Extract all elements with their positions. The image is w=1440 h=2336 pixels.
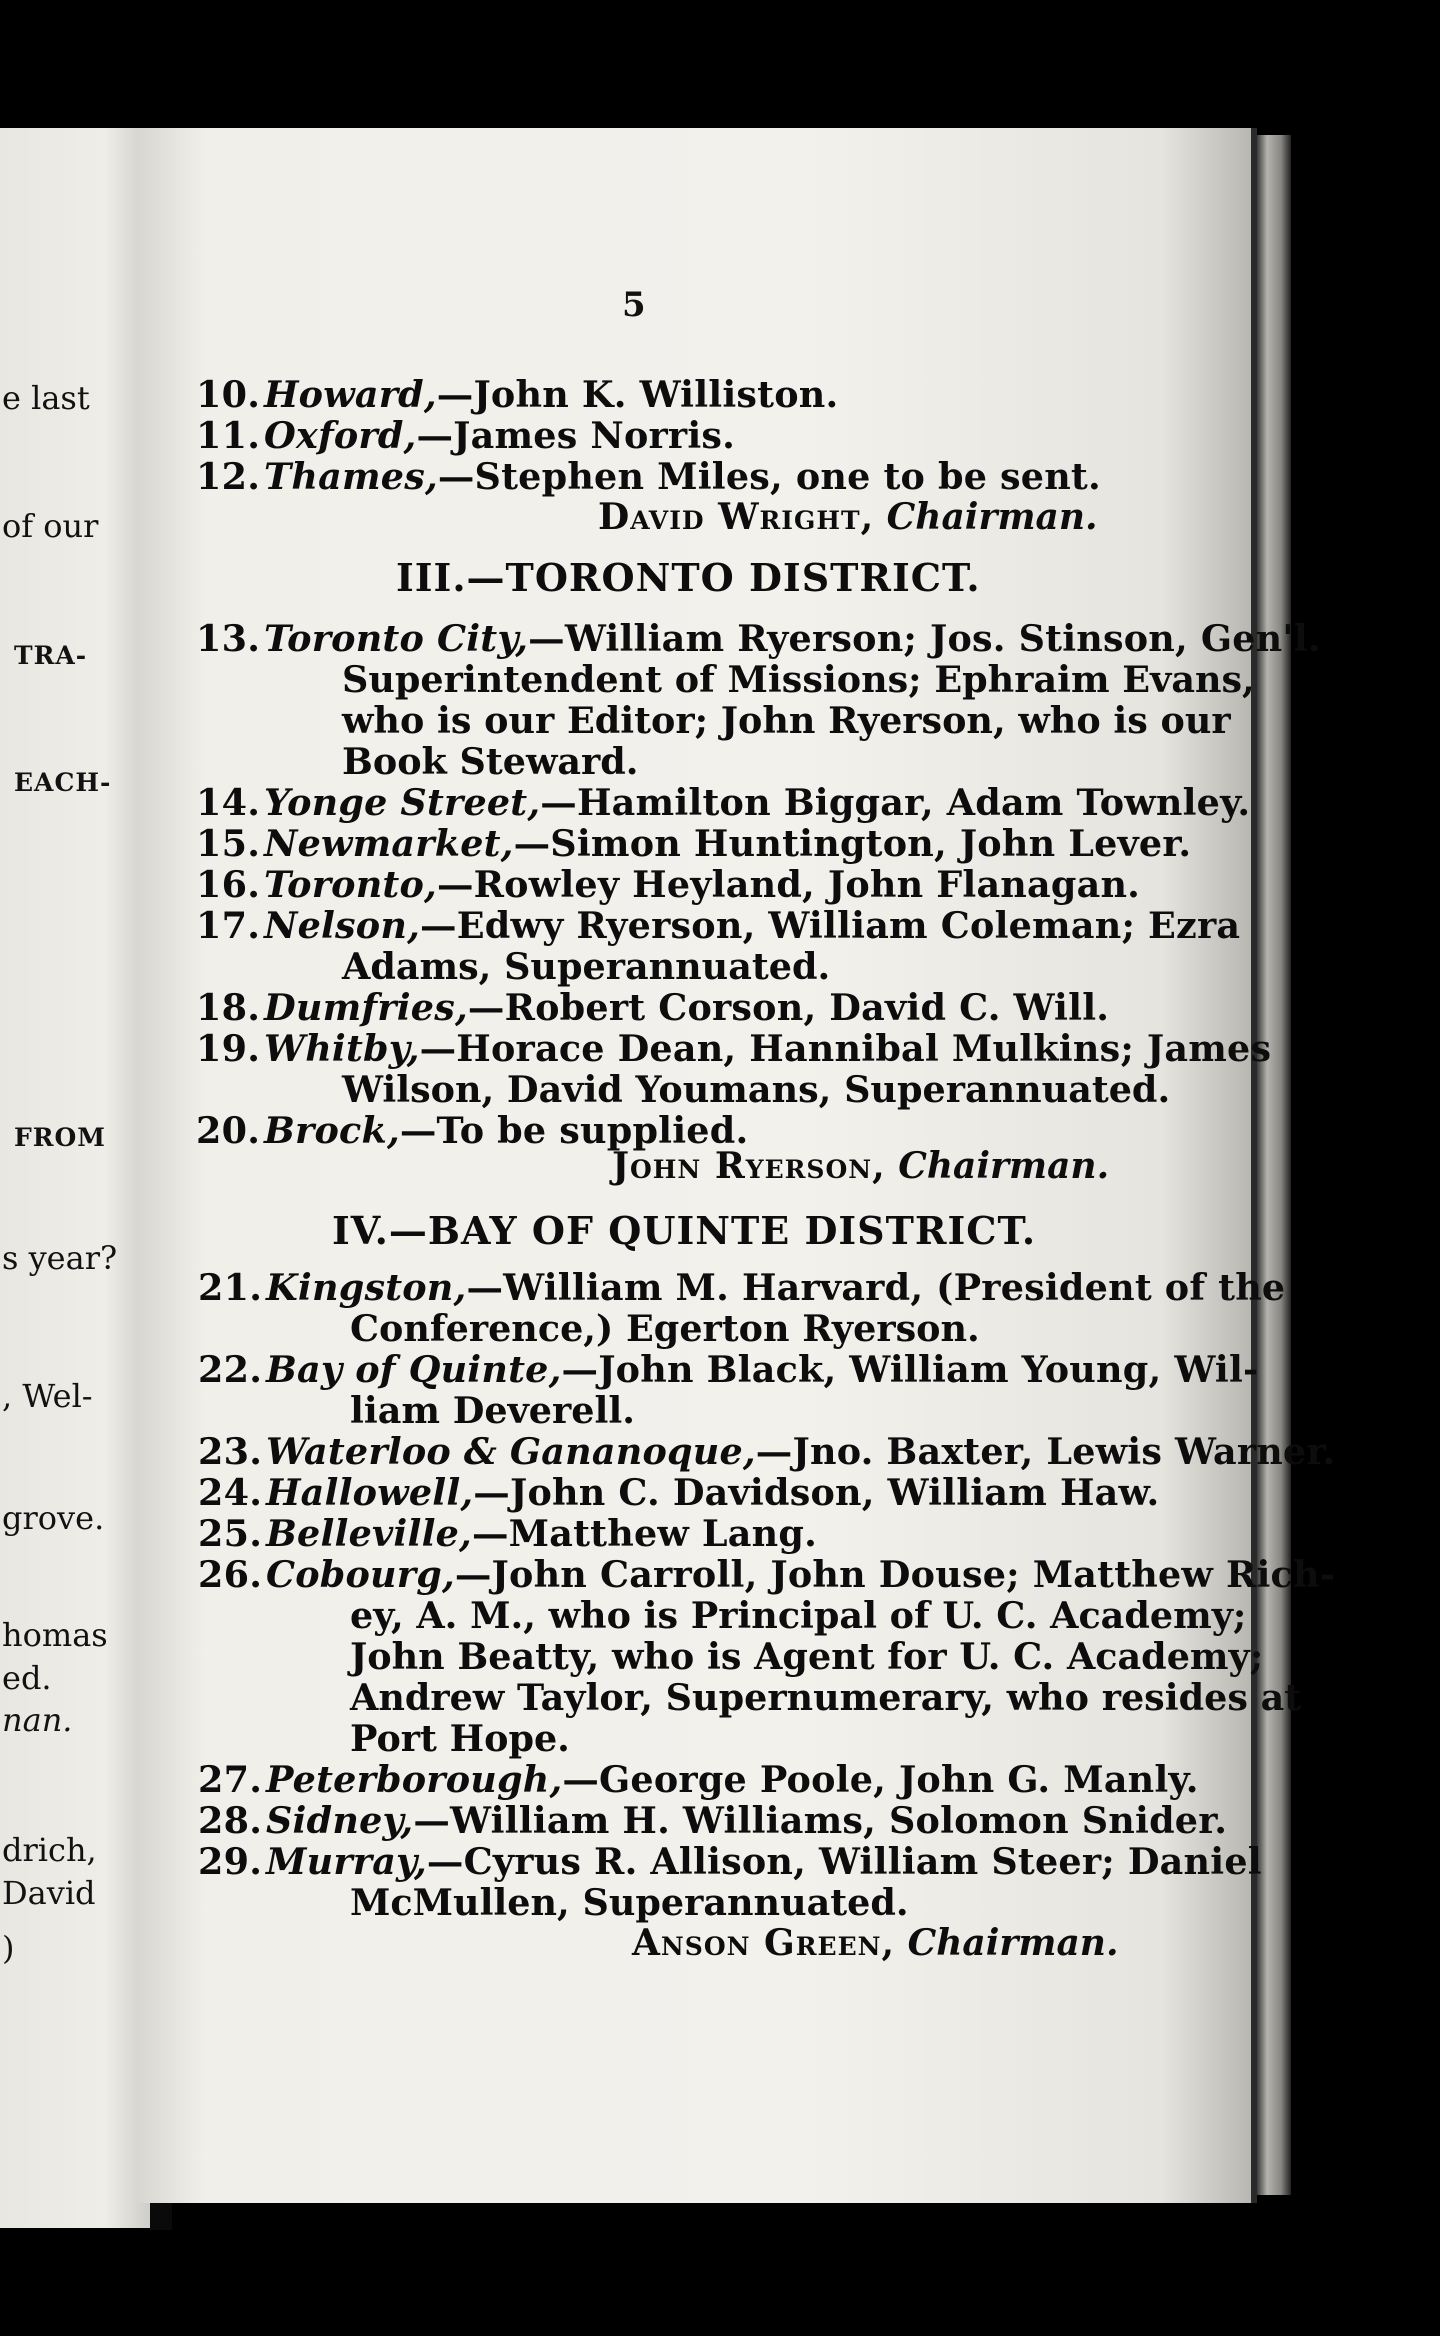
appointment-entry bbox=[198, 1760, 1199, 1800]
appointment-entry bbox=[196, 783, 1250, 823]
circuit-name: Hallowell, bbox=[266, 1471, 474, 1514]
chairman-title: Chairman. bbox=[886, 496, 1098, 538]
circuit-name: Brock, bbox=[264, 1109, 400, 1152]
page-number: 5 bbox=[622, 285, 646, 325]
entry-number: 16. bbox=[196, 863, 261, 906]
section-heading-bay-of-quinte: IV.—BAY OF QUINTE DISTRICT. bbox=[332, 1208, 1037, 1253]
preacher-names: —Rowley Heyland, John Flanagan. bbox=[436, 863, 1141, 906]
circuit-name: Belleville, bbox=[266, 1512, 472, 1555]
section-heading-toronto: III.—TORONTO DISTRICT. bbox=[396, 555, 981, 600]
left-page-fragment: ) bbox=[2, 1929, 15, 1967]
appointment-entry bbox=[196, 824, 1191, 864]
preacher-names: —Horace Dean, Hannibal Mulkins; James bbox=[419, 1027, 1272, 1070]
entry-continuation: John Beatty, who is Agent for U. C. Academy; bbox=[350, 1635, 1264, 1678]
preacher-names: —Stephen Miles, one to be sent. bbox=[437, 455, 1101, 498]
entry-number: 22. bbox=[198, 1348, 263, 1391]
circuit-name: Kingston, bbox=[266, 1266, 467, 1309]
preacher-names: —John Carroll, John Douse; Matthew Rich- bbox=[454, 1553, 1336, 1596]
circuit-name: Murray, bbox=[266, 1840, 427, 1883]
entry-continuation: Conference,) Egerton Ryerson. bbox=[350, 1307, 980, 1350]
appointment-entry bbox=[196, 988, 1109, 1028]
appointment-entry bbox=[196, 375, 838, 415]
entry-number: 21. bbox=[198, 1266, 263, 1309]
entry-number: 17. bbox=[196, 904, 261, 947]
circuit-name: Thames, bbox=[264, 455, 438, 498]
circuit-name: Waterloo & Gananoque, bbox=[266, 1430, 756, 1473]
circuit-name: Bay of Quinte, bbox=[266, 1348, 562, 1391]
chairman-title: Chairman. bbox=[907, 1922, 1119, 1964]
appointment-entry bbox=[196, 1029, 1271, 1069]
appointment-entry bbox=[198, 1350, 1258, 1390]
entry-number: 28. bbox=[198, 1799, 263, 1842]
chairman-name: John Ryerson, bbox=[612, 1145, 886, 1187]
entry-number: 15. bbox=[196, 822, 261, 865]
entry-continuation: Andrew Taylor, Supernumerary, who resides at bbox=[350, 1676, 1302, 1719]
entry-number: 24. bbox=[198, 1471, 263, 1514]
preacher-names: —John K. Williston. bbox=[436, 373, 839, 416]
entry-number: 18. bbox=[196, 986, 261, 1029]
circuit-name: Whitby, bbox=[264, 1027, 420, 1070]
entry-number: 29. bbox=[198, 1840, 263, 1883]
left-page-fragment: drich, bbox=[2, 1831, 97, 1869]
appointment-entry bbox=[196, 619, 1321, 659]
entry-continuation: Book Steward. bbox=[342, 740, 639, 783]
left-page-fragment: e last bbox=[2, 379, 90, 417]
appointment-entry bbox=[196, 906, 1240, 946]
entry-continuation: who is our Editor; John Ryerson, who is our bbox=[342, 699, 1231, 742]
preacher-names: —William M. Harvard, (President of the bbox=[466, 1266, 1286, 1309]
entry-number: 27. bbox=[198, 1758, 263, 1801]
preacher-names: —Simon Huntington, John Lever. bbox=[513, 822, 1192, 865]
left-page-fragment: ed. bbox=[2, 1659, 52, 1697]
left-page-fragment: EACH- bbox=[14, 768, 112, 797]
entry-number: 14. bbox=[196, 781, 261, 824]
appointment-entry bbox=[196, 457, 1101, 497]
left-page-fragment: of our bbox=[2, 507, 99, 545]
preacher-names: —Robert Corson, David C. Will. bbox=[467, 986, 1110, 1029]
left-page-fragment: , Wel- bbox=[2, 1377, 93, 1415]
circuit-name: Howard, bbox=[264, 373, 437, 416]
circuit-name: Sidney, bbox=[266, 1799, 414, 1842]
chairman-signature-3 bbox=[632, 1922, 1118, 1964]
left-page-fragment: grove. bbox=[2, 1499, 105, 1537]
entry-number: 19. bbox=[196, 1027, 261, 1070]
appointment-entry bbox=[198, 1801, 1227, 1841]
appointment-entry bbox=[198, 1514, 817, 1554]
circuit-name: Nelson, bbox=[264, 904, 420, 947]
appointment-entry bbox=[198, 1432, 1335, 1472]
appointment-entry bbox=[198, 1268, 1285, 1308]
preacher-names: —John Black, William Young, Wil- bbox=[561, 1348, 1259, 1391]
entry-continuation: Adams, Superannuated. bbox=[342, 945, 831, 988]
entry-number: 26. bbox=[198, 1553, 263, 1596]
entry-number: 11. bbox=[196, 414, 261, 457]
left-facing-page bbox=[0, 128, 150, 2228]
left-page-fragment: FROM bbox=[14, 1123, 106, 1152]
preacher-names: —To be supplied. bbox=[399, 1109, 749, 1152]
preacher-names: —William H. Williams, Solomon Snider. bbox=[413, 1799, 1228, 1842]
left-page-fragment: TRA- bbox=[14, 641, 88, 670]
circuit-name: Toronto, bbox=[264, 863, 437, 906]
circuit-name: Dumfries, bbox=[264, 986, 468, 1029]
page-edge bbox=[1257, 135, 1291, 2195]
appointment-entry bbox=[196, 865, 1140, 905]
circuit-name: Peterborough, bbox=[266, 1758, 563, 1801]
chairman-name: Anson Green, bbox=[632, 1922, 896, 1964]
preacher-names: —George Poole, John G. Manly. bbox=[562, 1758, 1199, 1801]
chairman-title: Chairman. bbox=[898, 1145, 1110, 1187]
entry-continuation: Wilson, David Youmans, Superannuated. bbox=[342, 1068, 1171, 1111]
entry-continuation: ey, A. M., who is Principal of U. C. Academy; bbox=[350, 1594, 1247, 1637]
preacher-names: —Cyrus R. Allison, William Steer; Daniel bbox=[426, 1840, 1262, 1883]
entry-continuation: Superintendent of Missions; Ephraim Evans, bbox=[342, 658, 1255, 701]
chairman-signature-2 bbox=[612, 1145, 1109, 1187]
entry-continuation: liam Deverell. bbox=[350, 1389, 635, 1432]
chairman-name: David Wright, bbox=[598, 496, 875, 538]
circuit-name: Yonge Street, bbox=[264, 781, 541, 824]
circuit-name: Newmarket, bbox=[264, 822, 514, 865]
left-page-fragment: s year? bbox=[2, 1239, 118, 1277]
left-page-fragment: David bbox=[2, 1874, 96, 1912]
appointment-entry bbox=[198, 1555, 1335, 1595]
circuit-name: Toronto City, bbox=[264, 617, 529, 660]
entry-continuation: Port Hope. bbox=[350, 1717, 570, 1760]
entry-number: 10. bbox=[196, 373, 261, 416]
preacher-names: —John C. Davidson, William Haw. bbox=[473, 1471, 1160, 1514]
left-page-fragment: homas bbox=[2, 1616, 108, 1654]
entry-number: 13. bbox=[196, 617, 261, 660]
entry-number: 25. bbox=[198, 1512, 263, 1555]
entry-number: 20. bbox=[196, 1109, 261, 1152]
left-page-fragment: nan. bbox=[2, 1701, 73, 1739]
circuit-name: Cobourg, bbox=[266, 1553, 455, 1596]
preacher-names: —Jno. Baxter, Lewis Warner. bbox=[755, 1430, 1336, 1473]
entry-number: 23. bbox=[198, 1430, 263, 1473]
circuit-name: Oxford, bbox=[264, 414, 417, 457]
entry-continuation: McMullen, Superannuated. bbox=[350, 1881, 909, 1924]
appointment-entry bbox=[196, 416, 735, 456]
entry-number: 12. bbox=[196, 455, 261, 498]
appointment-entry bbox=[198, 1473, 1159, 1513]
appointment-entry bbox=[198, 1842, 1262, 1882]
preacher-names: —James Norris. bbox=[416, 414, 736, 457]
preacher-names: —Edwy Ryerson, William Coleman; Ezra bbox=[420, 904, 1241, 947]
preacher-names: —Matthew Lang. bbox=[471, 1512, 818, 1555]
preacher-names: —Hamilton Biggar, Adam Townley. bbox=[540, 781, 1251, 824]
preacher-names: —William Ryerson; Jos. Stinson, Gen'l. bbox=[528, 617, 1321, 660]
chairman-signature-1 bbox=[598, 496, 1098, 538]
